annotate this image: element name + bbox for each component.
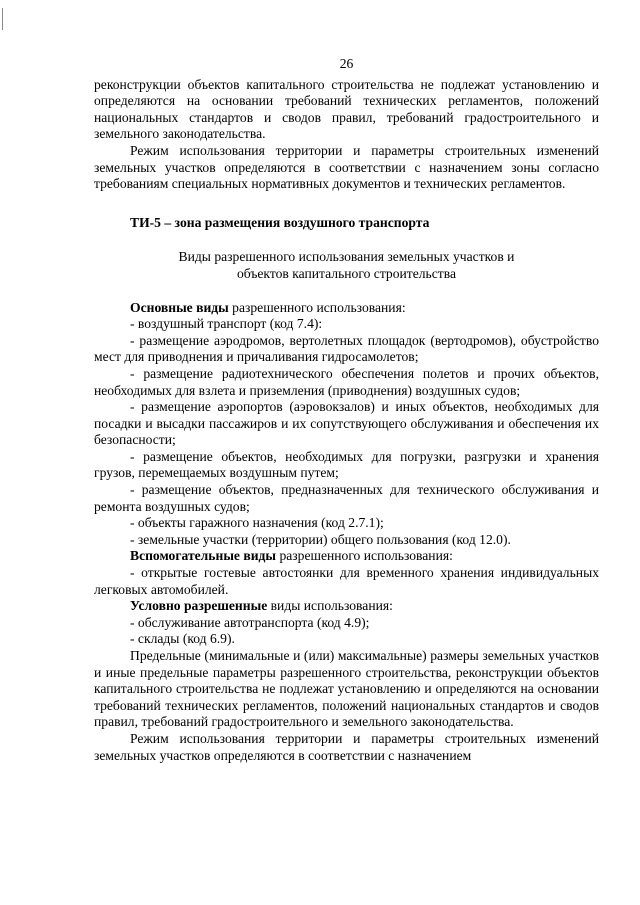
list-item: - размещение аэродромов, вертолетных площадок (вертодромов), обустройство мест для приводнения и причаливания гидросамолетов;	[94, 332, 599, 365]
list-item: - размещение объектов, необходимых для погрузки, разгрузки и хранения грузов, перемещаемых воздушным путем;	[94, 448, 599, 481]
list-item: - обслуживание автотранспорта (код 4.9);	[130, 614, 370, 630]
main-uses-bold: Основные виды	[130, 299, 229, 315]
paragraph-2: Режим использования территории и параметры строительных изменений земельных участков определяются в соответствии с назначением зоны согласно требованиям специальных нормативных документов и технических регламентов.	[94, 142, 599, 192]
conditional-uses-bold: Условно разрешенные	[130, 598, 268, 614]
list-item: - размещение аэропортов (аэровокзалов) и иных объектов, необходимых для посадки и высадки пассажиров и их сопутствующего обслуживания и обеспечения их безопасности;	[94, 399, 599, 448]
list-item: - размещение объектов, предназначенных для технического обслуживания и ремонта воздушных судов;	[94, 482, 599, 514]
conditional-uses-rest: виды использования:	[267, 598, 393, 614]
subtitle	[94, 249, 599, 282]
aux-uses-rest: разрешенного использования:	[276, 548, 453, 564]
list-item: - размещение радиотехнического обеспечения полетов и прочих объектов, необходимых для взлета и приземления (приводнения) воздушных судов;	[94, 365, 599, 398]
aux-uses-bold: Вспомогательные виды	[130, 548, 277, 564]
subtitle-line-2: объектов капитального строительства	[237, 265, 456, 281]
subtitle-line-1: Виды разрешенного использования земельных участков и	[178, 249, 515, 265]
list-item: - открытые гостевые автостоянки для временного хранения индивидуальных легковых автомобилей.	[94, 565, 599, 597]
paragraph-1: реконструкции объектов капитального строительства не подлежат установлению и определяются на основании требований технических регламентов, положений национальных стандартов и сводов правил, требований градостроительного и земельного законодательства.	[94, 76, 599, 142]
conditional-uses-heading	[94, 598, 599, 615]
page-number: 26	[339, 56, 354, 71]
paragraph-3: Предельные (минимальные и (или) максимальные) размеры земельных участков и иные предельные параметры разрешенного строительства, реконструкции объектов капитального строительства не подлежат установлению и определяются на основании требований технических регламентов, положений национальных стандартов и сводов правил, требований градостроительного и земельного законодательства.	[94, 648, 599, 730]
document-page	[94, 56, 599, 764]
aux-uses-heading	[94, 548, 599, 565]
paragraph-4: Режим использования территории и параметры строительных изменений земельных участков определяются в соответствии с назначением	[94, 730, 599, 763]
list-item: - склады (код 6.9).	[130, 631, 235, 647]
main-uses-rest: разрешенного использования:	[228, 299, 406, 315]
list-item: - земельные участки (территории) общего пользования (код 12.0).	[130, 531, 511, 547]
main-uses-heading	[94, 300, 599, 317]
zone-title: ТИ-5 – зона размещения воздушного транспорта	[130, 214, 430, 230]
list-item: - воздушный транспорт (код 7.4):	[130, 316, 323, 332]
list-item: - объекты гаражного назначения (код 2.7.1);	[130, 515, 384, 531]
scan-edge-mark	[2, 8, 3, 30]
